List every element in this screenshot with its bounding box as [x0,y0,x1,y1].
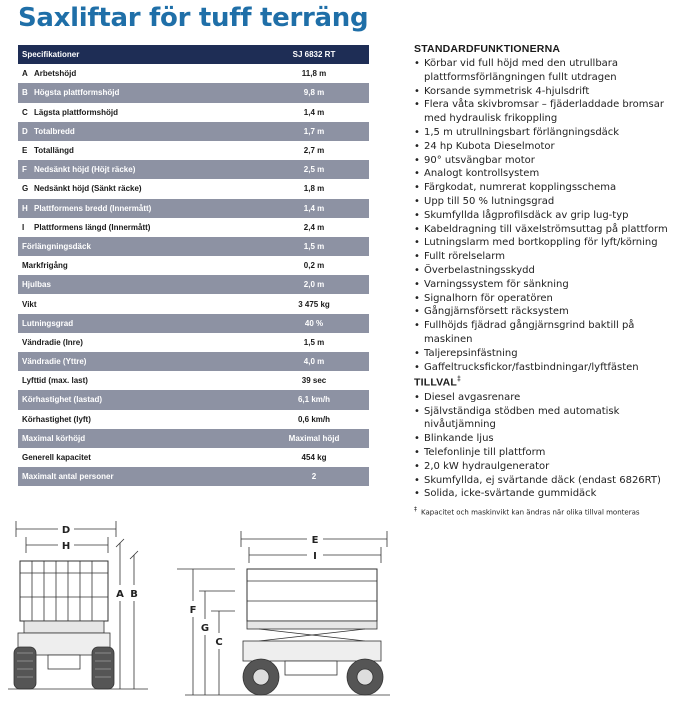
spec-table-header [18,45,369,64]
spec-label [18,83,259,102]
spec-letter: H [22,203,28,213]
spec-row [18,275,369,294]
spec-value: 1,7 m [259,122,369,141]
dim-f-label: F [189,605,197,616]
spec-row [18,448,369,467]
spec-table [18,45,369,486]
page-title: Saxliftar för tuff terräng [18,3,369,33]
feature-item: • Flera våta skivbromsar – fjäderladdade bromsar med hydraulisk frikoppling [414,98,686,126]
spec-row [18,256,369,275]
spec-label [18,218,259,237]
spec-label-text: Vikt [22,299,37,309]
spec-row [18,333,369,352]
spec-letter: C [22,107,28,117]
feature-item: • Färgkodat, numrerat kopplingsschema [414,181,686,195]
spec-label [18,448,259,467]
standard-list [414,57,686,374]
spec-row [18,160,369,179]
spec-row [18,218,369,237]
spec-row [18,122,369,141]
feature-item: • Diesel avgasrenare [414,391,686,405]
spec-letter: A [22,69,28,79]
spec-label-text: Nedsänkt höjd (Sänkt räcke) [34,184,142,194]
feature-item: • Fullhöjds fjädrad gångjärnsgrind baktill på maskinen [414,319,686,347]
feature-item: • 1,5 m utrullningsbart förlängningsdäck [414,126,686,140]
footnote-mark: ‡ [414,506,417,514]
dim-a-label: A [116,589,124,600]
spec-value: 454 kg [259,448,369,467]
spec-value: 3 475 kg [259,294,369,313]
spec-label-text: Hjulbas [22,280,51,290]
spec-row [18,83,369,102]
spec-label-text: Nedsänkt höjd (Höjt räcke) [34,165,136,175]
spec-label [18,64,259,83]
spec-label [18,237,259,256]
feature-item: • Självständiga stödben med automatisk nivåutjämning [414,405,686,433]
spec-value: 4,0 m [259,352,369,371]
tillval-heading [414,376,686,389]
feature-item: • Kabeldragning till växelströmsuttag på plattform [414,223,686,237]
spec-label [18,410,259,429]
dim-d-label: D [61,525,71,536]
spec-row [18,237,369,256]
spec-label [18,122,259,141]
spec-label [18,314,259,333]
features-column [414,43,686,517]
spec-value: 6,1 km/h [259,390,369,409]
spec-label [18,160,259,179]
spec-label-text: Maximal körhöjd [22,433,86,443]
spec-label [18,199,259,218]
feature-item: • Gaffeltrucksfickor/fastbindningar/lyftfästen [414,361,686,375]
spec-label-text: Körhastighet (lyft) [22,414,91,424]
spec-value: 1,8 m [259,179,369,198]
spec-label [18,179,259,198]
dim-c-label: C [215,637,223,648]
spec-value: 1,5 m [259,237,369,256]
spec-label-text: Plattformens längd (Innermått) [34,222,151,232]
spec-row [18,352,369,371]
spec-row [18,371,369,390]
spec-label [18,103,259,122]
dim-h-label: H [61,541,71,552]
spec-label-text: Plattformens bredd (Innermått) [34,203,152,213]
spec-row [18,314,369,333]
spec-value: 0,2 m [259,256,369,275]
feature-item: • Varningssystem för sänkning [414,278,686,292]
tillval-heading-mark: ‡ [457,376,462,384]
spec-value: 1,5 m [259,333,369,352]
feature-item: • Skumfyllda, ej svärtande däck (endast 6826RT) [414,474,686,488]
feature-item: • Skumfyllda lågprofilsdäck av grip lug-typ [414,209,686,223]
spec-row [18,429,369,448]
spec-row [18,103,369,122]
front-view-diagram [8,515,148,710]
feature-item: • 24 hp Kubota Dieselmotor [414,140,686,154]
spec-letter: G [22,184,29,194]
spec-letter: I [22,222,25,232]
tillval-heading-text: TILLVAL [414,376,458,389]
spec-value: 11,8 m [259,64,369,83]
spec-letter: B [22,88,28,98]
standard-heading: STANDARDFUNKTIONERNA [414,43,561,55]
spec-label [18,333,259,352]
spec-row [18,141,369,160]
spec-row [18,390,369,409]
spec-label [18,467,259,486]
feature-item: • Telefonlinje till plattform [414,446,686,460]
spec-row [18,64,369,83]
feature-item: • Gångjärnsförsett räcksystem [414,305,686,319]
spec-value: 9,8 m [259,83,369,102]
spec-row [18,410,369,429]
spec-value: 1,4 m [259,103,369,122]
spec-label-text: Lägsta plattformshöjd [34,107,119,117]
feature-item: • Överbelastningsskydd [414,264,686,278]
spec-label-text: Generell kapacitet [22,453,91,463]
dim-e-label: E [311,535,319,546]
spec-label-text: Vändradie (Inre) [22,337,83,347]
spec-label [18,294,259,313]
spec-value: 39 sec [259,371,369,390]
spec-header-model: SJ 6832 RT [259,45,369,64]
spec-row [18,467,369,486]
spec-label-text: Högsta plattformshöjd [34,88,120,98]
spec-label-text: Vändradie (Yttre) [22,357,87,367]
spec-label-text: Körhastighet (lastad) [22,395,103,405]
feature-item: • Fullt rörelselarm [414,250,686,264]
spec-header-label: Specifikationer [18,45,259,64]
spec-label [18,256,259,275]
side-view-diagram [175,525,395,710]
feature-item: • 90° utsvängbar motor [414,154,686,168]
spec-label [18,275,259,294]
spec-value: Maximal höjd [259,429,369,448]
spec-label-text: Maximalt antal personer [22,472,114,482]
dim-i-label: I [313,551,317,562]
tillval-list [414,391,686,501]
footnote-text: Kapacitet och maskinvikt kan ändras när olika tillval monteras [421,508,640,517]
spec-label [18,429,259,448]
spec-row [18,294,369,313]
spec-label-text: Lutningsgrad [22,318,74,328]
spec-value: 2 [259,467,369,486]
feature-item: • Taljerepsinfästning [414,347,686,361]
footnote [414,506,686,516]
spec-label-text: Arbetshöjd [34,69,77,79]
feature-item: • Körbar vid full höjd med den utrullbara plattformsförlängningen fullt utdragen [414,57,686,85]
spec-value: 0,6 km/h [259,410,369,429]
spec-value: 2,4 m [259,218,369,237]
feature-item: • 2,0 kW hydraulgenerator [414,460,686,474]
feature-item: • Upp till 50 % lutningsgrad [414,195,686,209]
spec-label [18,371,259,390]
spec-value: 40 % [259,314,369,333]
spec-row [18,179,369,198]
feature-item: • Solida, icke-svärtande gummidäck [414,487,686,501]
feature-item: • Signalhorn för operatören [414,292,686,306]
spec-value: 2,7 m [259,141,369,160]
spec-value: 2,0 m [259,275,369,294]
spec-letter: D [22,126,28,136]
spec-value: 2,5 m [259,160,369,179]
spec-label [18,390,259,409]
spec-label [18,141,259,160]
dim-b-label: B [130,589,138,600]
spec-label-text: Lyfttid (max. last) [22,376,88,386]
spec-label-text: Förlängningsdäck [22,241,91,251]
feature-item: • Analogt kontrollsystem [414,167,686,181]
spec-label-text: Totalbredd [34,126,75,136]
spec-label [18,352,259,371]
feature-item: • Blinkande ljus [414,432,686,446]
spec-letter: E [22,146,28,156]
spec-row [18,199,369,218]
spec-value: 1,4 m [259,199,369,218]
spec-label-text: Markfrigång [22,261,68,271]
dim-g-label: G [200,623,210,634]
spec-letter: F [22,165,27,175]
feature-item: • Korsande symmetrisk 4-hjulsdrift [414,85,686,99]
spec-label-text: Totallängd [34,146,74,156]
feature-item: • Lutningslarm med bortkoppling för lyft/körning [414,236,686,250]
